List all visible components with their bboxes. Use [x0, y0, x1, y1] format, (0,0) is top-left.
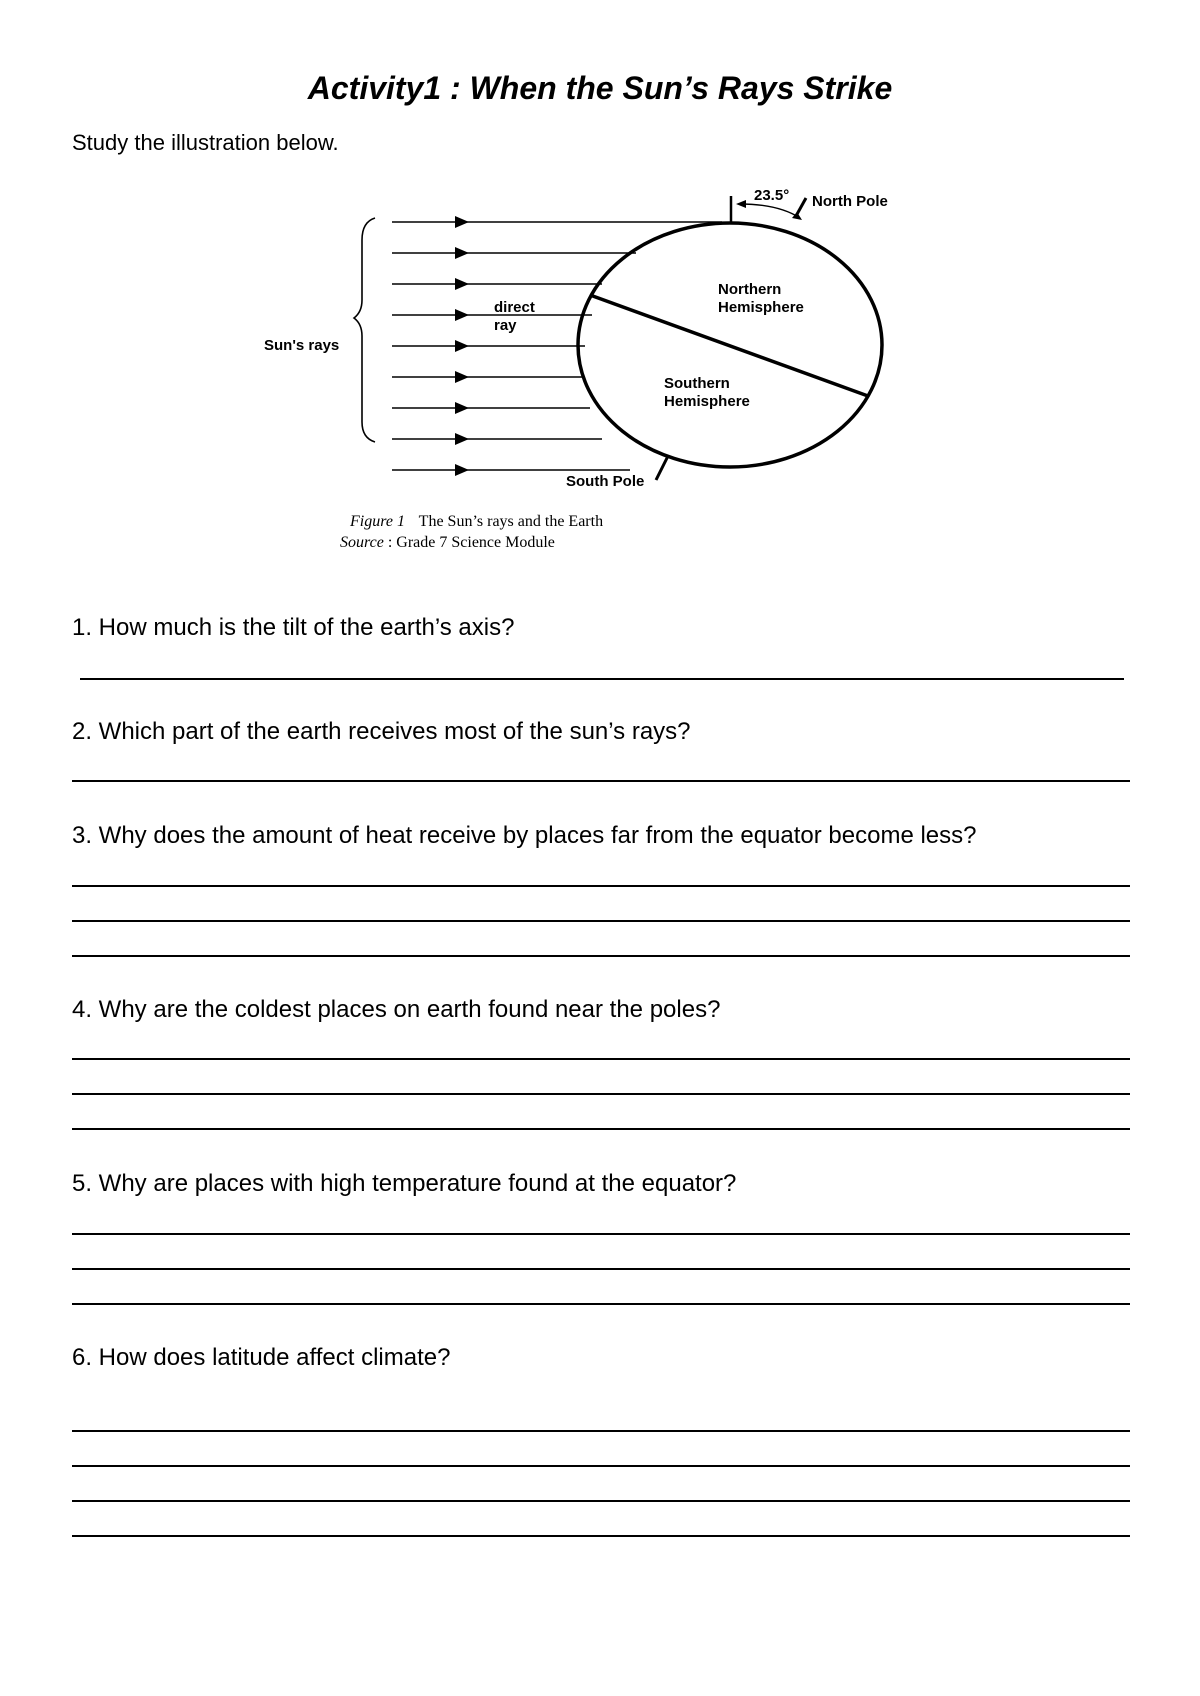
rays-brace	[354, 218, 375, 442]
south-pole-label: South Pole	[566, 473, 645, 490]
answer-line[interactable]	[72, 920, 1130, 922]
tilt-angle-arc	[740, 204, 800, 218]
arrowhead	[455, 247, 469, 259]
sun-rays-figure	[0, 170, 1200, 570]
southern-hemisphere-label-line1: Southern	[664, 375, 730, 392]
answer-line[interactable]	[80, 678, 1124, 680]
instruction-text: Study the illustration below.	[72, 130, 339, 155]
arrowhead	[455, 340, 469, 352]
answer-line[interactable]	[72, 1535, 1130, 1537]
figure-caption	[349, 513, 603, 530]
answer-line[interactable]	[72, 1268, 1130, 1270]
answer-line[interactable]	[72, 885, 1130, 887]
worksheet-title: Activity1 : When the Sun’s Rays Strike	[307, 70, 893, 106]
ray-arrowheads	[455, 216, 469, 476]
answer-line[interactable]	[72, 1058, 1130, 1060]
arrowhead	[455, 309, 469, 321]
north-pole-label: North Pole	[812, 193, 888, 210]
question-2: 2. Which part of the earth receives most of the sun’s rays?	[72, 718, 691, 745]
figure-caption-text: The Sun’s rays and the Earth	[418, 513, 604, 530]
answer-line[interactable]	[72, 1465, 1130, 1467]
tilt-angle-label: 23.5°	[754, 187, 790, 204]
arrowhead	[455, 278, 469, 290]
direct-ray-label-line1: direct	[494, 299, 535, 316]
southern-hemisphere-label-line2: Hemisphere	[664, 393, 750, 410]
answer-line[interactable]	[72, 1233, 1130, 1235]
tilt-arc-arrowhead	[736, 200, 746, 208]
question-1: 1. How much is the tilt of the earth’s axis?	[72, 614, 515, 641]
figure-source-label: Source	[340, 534, 384, 551]
answer-line[interactable]	[72, 1303, 1130, 1305]
answer-line[interactable]	[72, 1430, 1130, 1432]
northern-hemisphere-label-line2: Hemisphere	[718, 299, 804, 316]
sun-rays-diagram	[0, 170, 1200, 570]
direct-ray-label-line2: ray	[494, 317, 517, 334]
question-6: 6. How does latitude affect climate?	[72, 1344, 451, 1371]
sun-ray-lines	[392, 222, 722, 470]
tilt-arc-arrowhead	[792, 212, 802, 220]
answer-line[interactable]	[72, 780, 1130, 782]
figure-source-text: : Grade 7 Science Module	[387, 534, 555, 551]
arrowhead	[455, 464, 469, 476]
question-5: 5. Why are places with high temperature found at the equator?	[72, 1170, 737, 1197]
figure-caption-label: Figure 1	[350, 513, 405, 530]
arrowhead	[455, 402, 469, 414]
answer-line[interactable]	[72, 1093, 1130, 1095]
arrowhead	[455, 371, 469, 383]
question-4: 4. Why are the coldest places on earth found near the poles?	[72, 996, 721, 1023]
answer-line[interactable]	[72, 1128, 1130, 1130]
suns-rays-label: Sun's rays	[264, 337, 340, 354]
answer-line[interactable]	[72, 1500, 1130, 1502]
figure-source	[340, 534, 555, 551]
northern-hemisphere-label-line1: Northern	[718, 281, 782, 298]
answer-line[interactable]	[72, 955, 1130, 957]
question-3: 3. Why does the amount of heat receive by places far from the equator become less?	[72, 822, 977, 849]
arrowhead	[455, 216, 469, 228]
south-pole-axis-stub	[656, 456, 668, 480]
arrowhead	[455, 433, 469, 445]
